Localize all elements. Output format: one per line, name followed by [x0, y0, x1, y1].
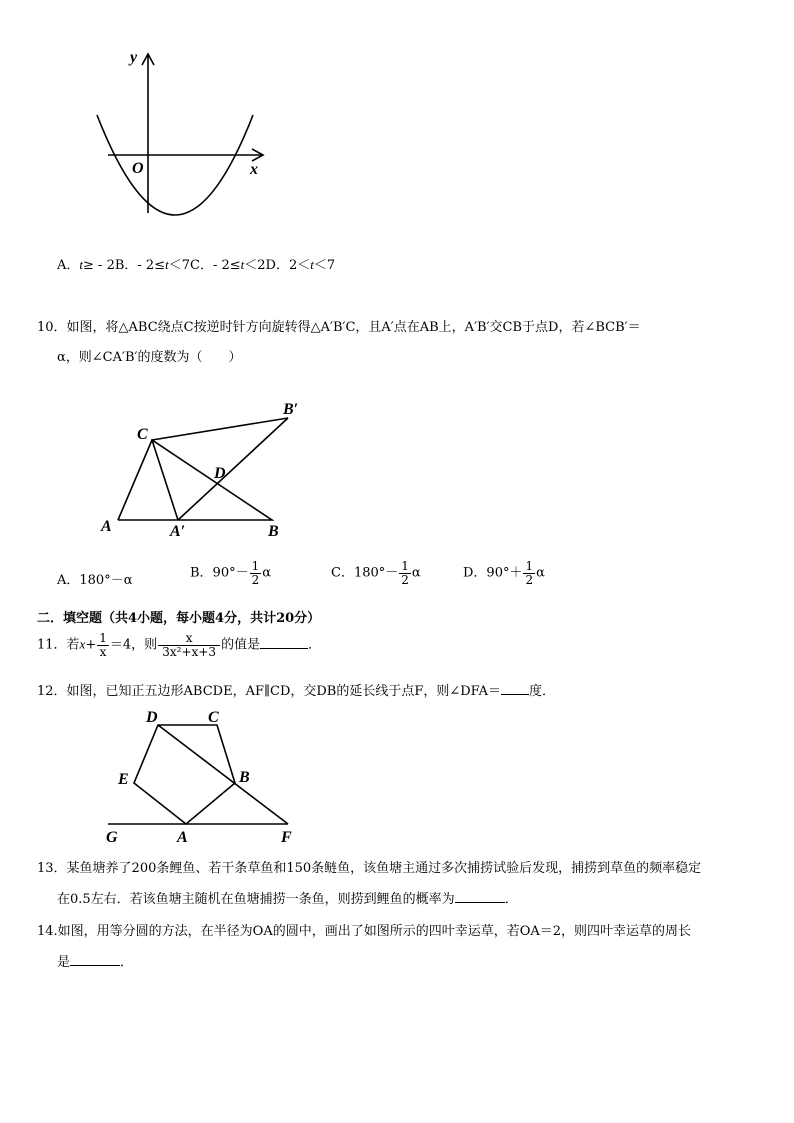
q10-option-b: B．90°－ $\frac{1}{2}$ α	[190, 559, 272, 587]
pentagon-figure	[100, 700, 310, 850]
q13-answer-blank[interactable]	[455, 902, 505, 903]
q10-line2: α，则∠CA′B′的度数为（ ）	[57, 350, 242, 365]
parabola-figure	[90, 45, 270, 220]
q10-option-c: C．180°－ $\frac{1}{2}$ α	[331, 559, 421, 587]
label-C: C	[208, 709, 219, 726]
q10-option-a: A．180°－α	[57, 573, 133, 588]
q14-line2: 是 ．	[57, 955, 134, 970]
q11: 11．若x+ $\frac{1}{x}$ ＝4，则 $\frac{x}{\text{3x²+x+3}}$ 的值是 ．	[37, 631, 322, 659]
label-C: C	[137, 426, 148, 443]
q11-answer-blank[interactable]	[260, 648, 308, 649]
q14-line1: 14.如图，用等分圆的方法，在半径为OA的圆中，画出了如图所示的四叶幸运草，若OA＝2，则四叶幸运草的周长	[37, 924, 692, 939]
origin-label: O	[132, 160, 144, 177]
label-D: D	[214, 465, 226, 482]
y-axis-label: y	[130, 49, 138, 66]
label-A: A	[177, 829, 188, 846]
x-axis-label: x	[250, 161, 258, 178]
label-F: F	[281, 829, 292, 846]
label-B: B	[268, 523, 279, 540]
label-B: B	[239, 769, 250, 786]
q13-line1: 13．某鱼塘养了200条鲤鱼、若干条草鱼和150条鲢鱼，该鱼塘主通过多次捕捞试验后发现，捕捞到草鱼的频率稳定	[37, 861, 702, 876]
q10-option-d: D．90°＋ $\frac{1}{2}$ α	[463, 559, 545, 587]
q14-answer-blank[interactable]	[70, 965, 120, 966]
label-A1: A′	[170, 523, 186, 540]
label-E: E	[118, 771, 129, 788]
q12-answer-blank[interactable]	[501, 694, 529, 695]
q13-line2: 在0.5左右．若该鱼塘主随机在鱼塘捕捞一条鱼，则捞到鲤鱼的概率为 ．	[57, 892, 518, 907]
label-G: G	[106, 829, 118, 846]
label-A: A	[101, 518, 112, 535]
rotation-triangle-figure	[95, 390, 315, 540]
label-D: D	[146, 709, 158, 726]
q9-options: A．t≥ - 2B．- 2≤t＜7C．- 2≤t＜2D．2＜t＜7	[57, 257, 336, 273]
section-heading: 二．填空题（共4小题，每小题4分，共计20分）	[37, 611, 321, 626]
q10-line1: 10．如图，将△ABC绕点C按逆时针方向旋转得△A′B′C，且A′点在AB上，A′B′交CB于点D，若∠BCB′＝	[37, 320, 641, 335]
label-B1: B′	[283, 401, 299, 418]
q12: 12．如图，已知正五边形ABCDE，AF∥CD，交DB的延长线于点F，则∠DFA＝ 度．	[37, 684, 555, 699]
